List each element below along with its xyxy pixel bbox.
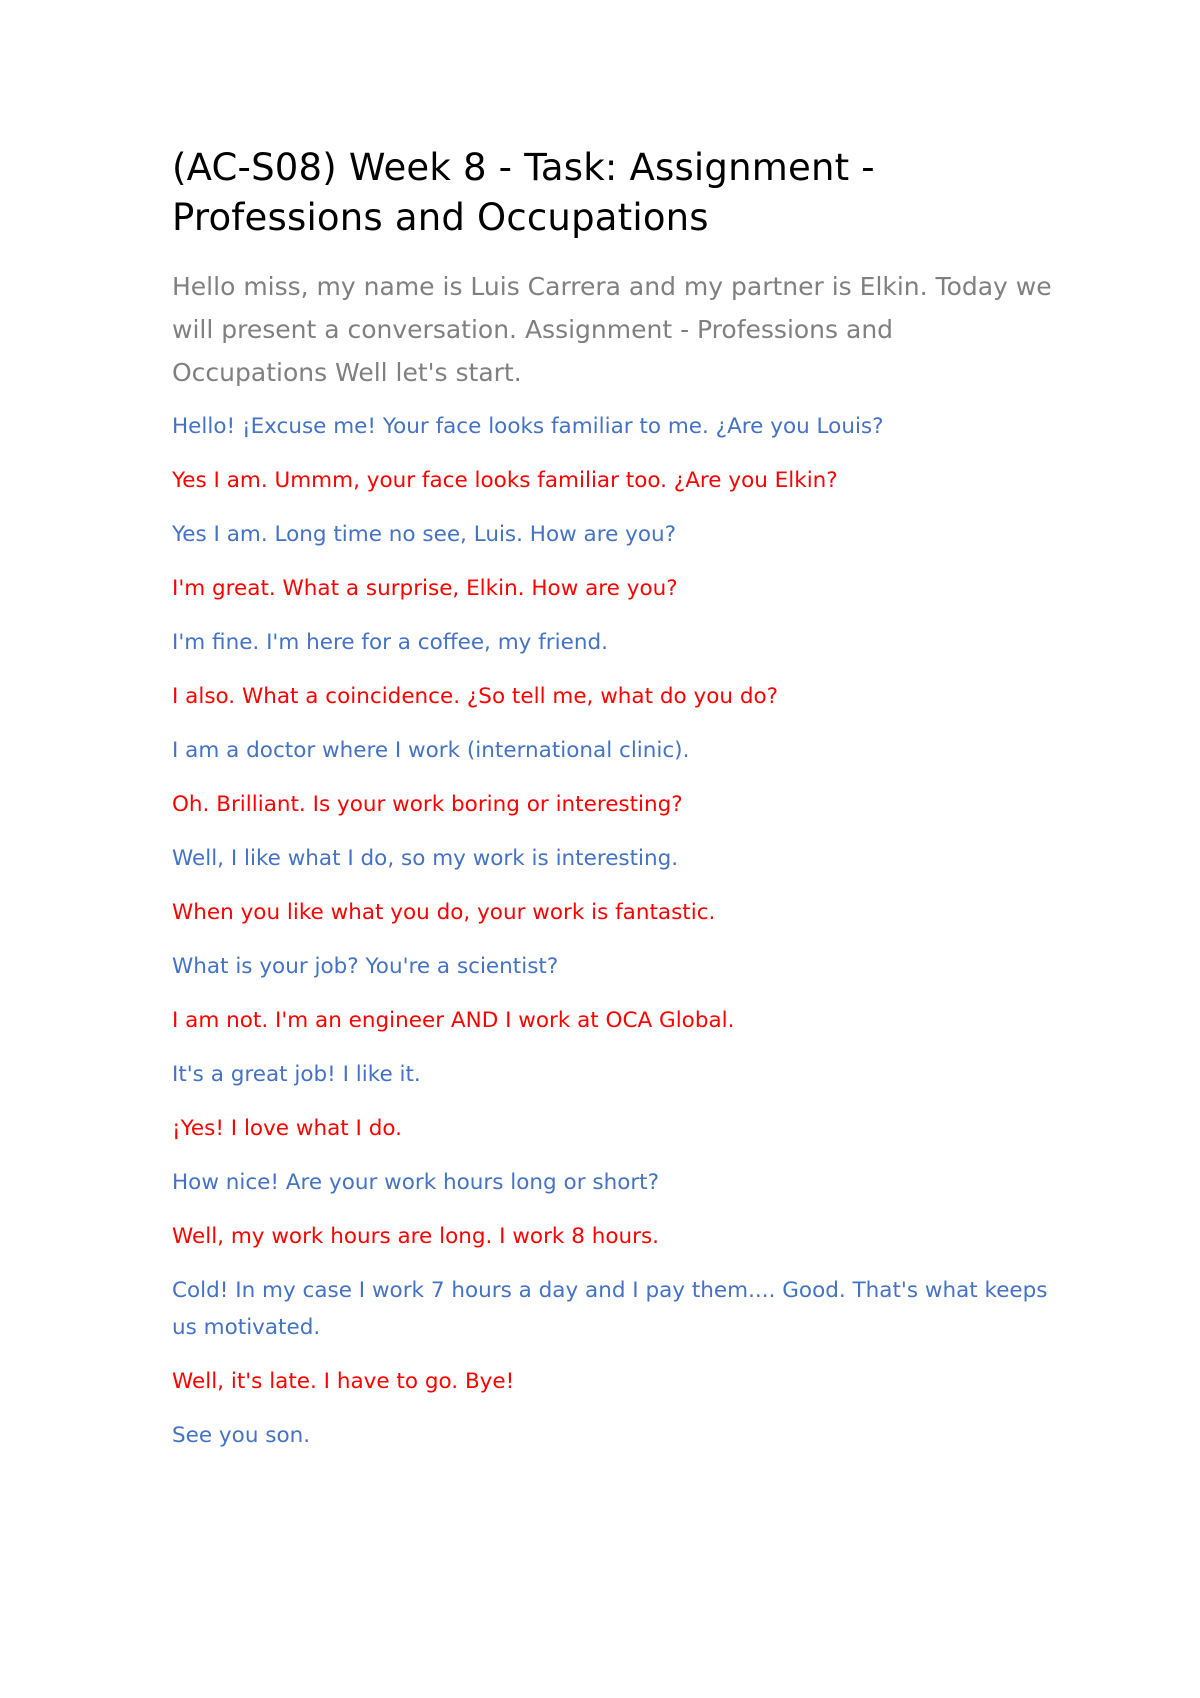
- dialogue-line-4: I'm great. What a surprise, Elkin. How are you?: [172, 576, 678, 601]
- dialogue-line-2: Yes I am. Ummm, your face looks familiar too. ¿Are you Elkin?: [172, 468, 838, 493]
- dialogue-line-5: I'm fine. I'm here for a coffee, my friend.: [172, 630, 608, 655]
- dialogue-line-1: Hello! ¡Excuse me! Your face looks familiar to me. ¿Are you Louis?: [172, 414, 884, 439]
- dialogue-line-14: ¡Yes! I love what I do.: [172, 1116, 402, 1141]
- dialogue-line-17: Cold! In my case I work 7 hours a day and I pay them.... Good. That's what keeps us motivated.: [172, 1278, 1048, 1340]
- dialogue-list: [172, 408, 1052, 1454]
- document-body: [172, 143, 1052, 1471]
- dialogue-line-9: Well, I like what I do, so my work is interesting.: [172, 846, 679, 871]
- dialogue-line-7: I am a doctor where I work (international clinic).: [172, 738, 690, 763]
- dialogue-line-15: How nice! Are your work hours long or short?: [172, 1170, 660, 1195]
- dialogue-line-13: It's a great job! I like it.: [172, 1062, 421, 1087]
- dialogue-line-8: Oh. Brilliant. Is your work boring or interesting?: [172, 792, 683, 817]
- dialogue-line-6: I also. What a coincidence. ¿So tell me, what do you do?: [172, 684, 779, 709]
- dialogue-line-12: I am not. I'm an engineer AND I work at OCA Global.: [172, 1008, 735, 1033]
- document-title: (AC-S08) Week 8 - Task: Assignment - Professions and Occupations: [172, 146, 875, 239]
- dialogue-line-10: When you like what you do, your work is fantastic.: [172, 900, 716, 925]
- intro-paragraph: Hello miss, my name is Luis Carrera and my partner is Elkin. Today we will present a conversation. Assignment - Professions and Occupations Well let's start.: [172, 272, 1052, 387]
- dialogue-line-18: Well, it's late. I have to go. Bye!: [172, 1369, 515, 1394]
- dialogue-line-19: See you son.: [172, 1423, 311, 1448]
- dialogue-line-16: Well, my work hours are long. I work 8 hours.: [172, 1224, 659, 1249]
- dialogue-line-3: Yes I am. Long time no see, Luis. How are you?: [172, 522, 677, 547]
- dialogue-line-11: What is your job? You're a scientist?: [172, 954, 559, 979]
